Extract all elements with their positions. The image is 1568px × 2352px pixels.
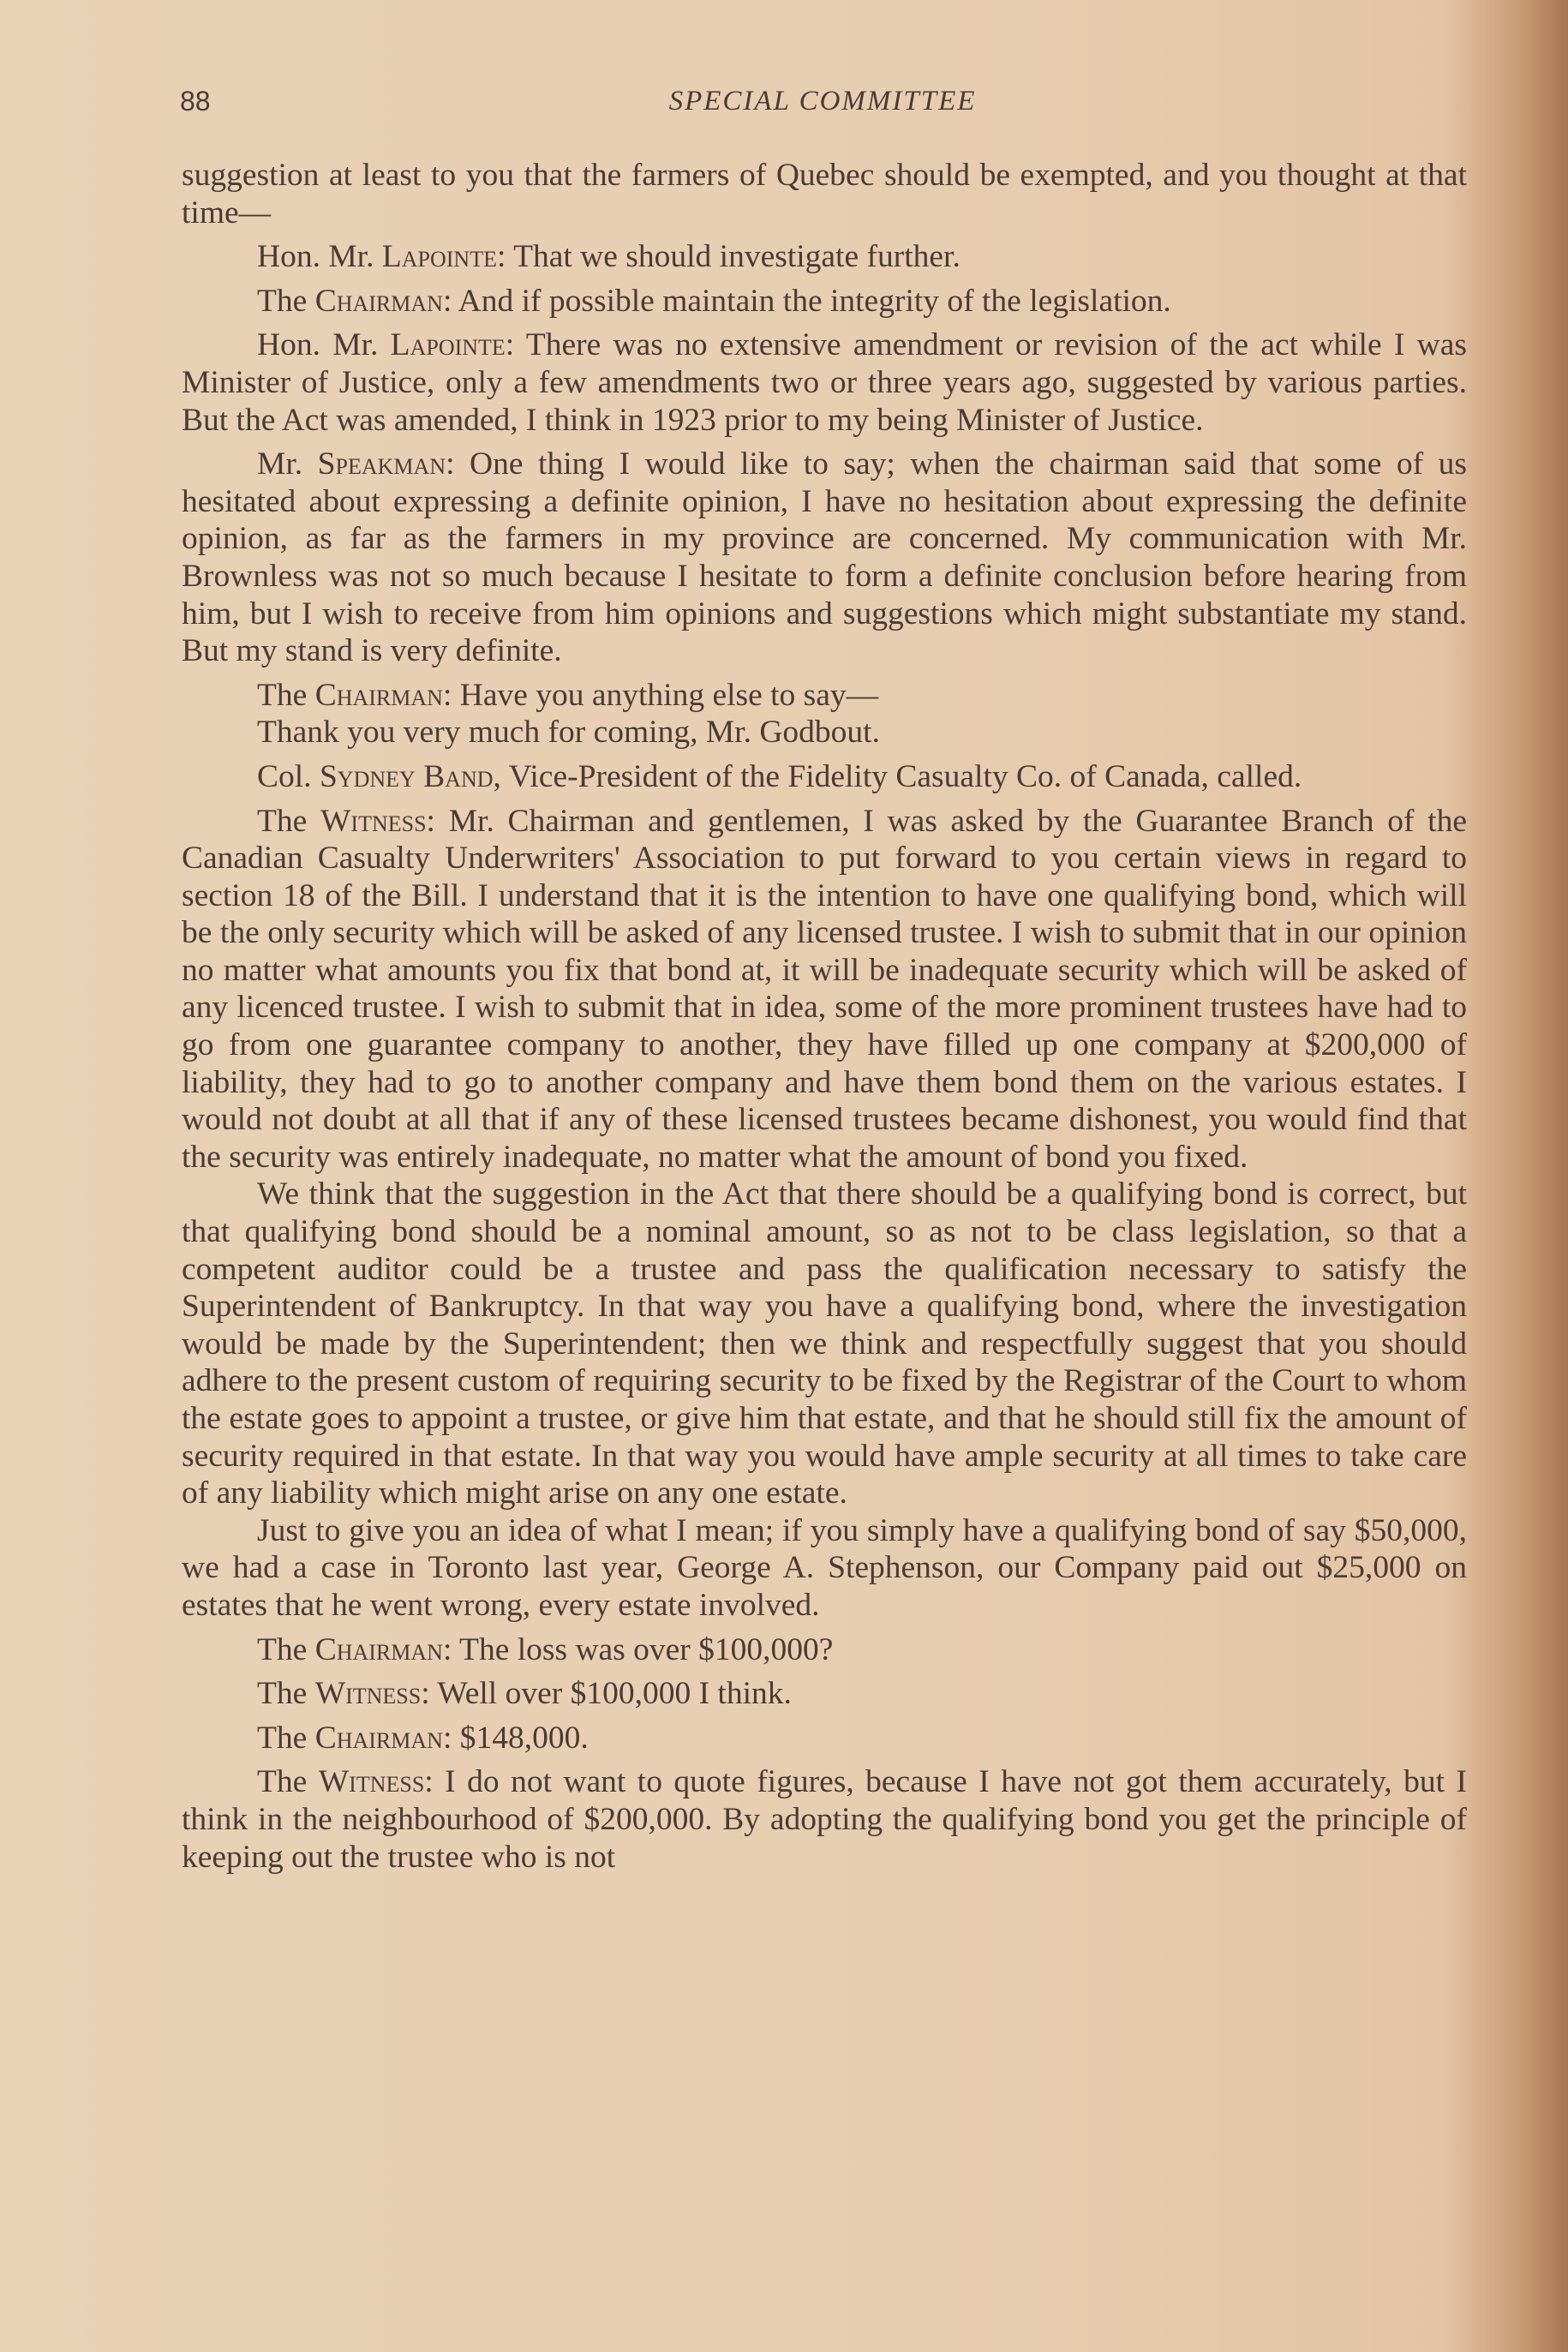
paragraph-11: Just to give you an idea of what I mean; if you simply have a qualifying bond of say $50,000, we had a case in Toronto last year, George A. Stephenson, our Company paid out $25,000 on estates that he went wrong, every estate involved. xyxy=(182,1512,1467,1623)
speaker-lapointe: Lapointe xyxy=(390,327,506,363)
speaker-chairman: Chairman xyxy=(314,1631,443,1667)
document-body xyxy=(182,157,1467,1876)
witness-first-name: Sydney xyxy=(319,758,416,794)
paragraph-15: The Witness: I do not want to quote figures, because I have not got them accurately, but I think in the neighbourhood of $200,000. By adopting the qualifying bond you get the principle of keeping out the trustee who is not xyxy=(182,1764,1467,1875)
witness-surname: Band xyxy=(423,758,494,794)
page-header xyxy=(180,86,1465,129)
paragraph-7: Thank you very much for coming, Mr. Godbout. xyxy=(257,715,880,751)
running-head: SPECIAL COMMITTEE xyxy=(668,86,977,117)
paragraph-5: Mr. Speakman: One thing I would like to say; when the chairman said that some of us hesitated about expressing a definite opinion, I have no hesitation about expressing the definite opinion, as far as the farmers in my province are concerned. My communication with Mr. Brownless was not so much because I hesitate to form a definite conclusion before hearing from him, but I wish to receive from him opinions and suggestions which might substantiate my stand. But my stand is very definite. xyxy=(182,446,1467,669)
speaker-speakman: Speakman xyxy=(317,446,446,482)
speaker-witness: Witness xyxy=(318,1764,425,1800)
speaker-lapointe: Lapointe xyxy=(381,239,497,275)
paragraph-2: Hon. Mr. Lapointe: That we should investigate further. xyxy=(257,239,961,275)
speaker-chairman: Chairman xyxy=(314,677,443,713)
speaker-witness: Witness xyxy=(314,1676,422,1712)
paragraph-1: suggestion at least to you that the farmers of Quebec should be exempted, and you thought at that time— xyxy=(182,158,1467,230)
paragraph-13: The Witness: Well over $100,000 I think. xyxy=(257,1676,792,1712)
paragraph-6: The Chairman: Have you anything else to say— xyxy=(257,677,879,713)
paragraph-4: Hon. Mr. Lapointe: There was no extensive amendment or revision of the act while I was Minister of Justice, only a few amendments two or three years ago, suggested by various parties. But the Act was amended, I think in 1923 prior to my being Minister of Justice. xyxy=(182,327,1467,438)
paragraph-12: The Chairman: The loss was over $100,000? xyxy=(257,1631,834,1667)
speaker-chairman: Chairman xyxy=(314,283,443,319)
paragraph-3: The Chairman: And if possible maintain the integrity of the legislation. xyxy=(257,283,1171,319)
speaker-chairman: Chairman xyxy=(314,1720,443,1756)
paragraph-14: The Chairman: $148,000. xyxy=(257,1720,589,1756)
speaker-witness: Witness xyxy=(320,803,427,839)
paragraph-8: Col. Sydney Band, Vice-President of the Fidelity Casualty Co. of Canada, called. xyxy=(257,758,1302,794)
paragraph-10: We think that the suggestion in the Act that there should be a qualifying bond is correct, but that qualifying bond should be a nominal amount, so as not to be class legislation, so that a competent auditor could be a trustee and pass the qualification necessary to satisfy the Superintendent of Bankruptcy. In that way you have a qualifying bond, where the investigation would be made by the Superintendent; then we think and respectfully suggest that you should adhere to the present custom of requiring security to be fixed by the Registrar of the Court to whom the estate goes to appoint a trustee, or give him that estate, and that he should still fix the amount of security required in that estate. In that way you would have ample security at all times to take care of any liability which might arise on any one estate. xyxy=(182,1176,1467,1511)
page-number: 88 xyxy=(180,86,211,117)
paragraph-9: The Witness: Mr. Chairman and gentlemen, I was asked by the Guarantee Branch of the Canadian Casualty Underwriters' Association to put forward to you certain views in regard to section 18 of the Bill. I understand that it is the intention to have one qualifying bond, which will be the only security which will be asked of any licensed trustee. I wish to submit that in our opinion no matter what amounts you fix that bond at, it will be inadequate security which will be asked of any licenced trustee. I wish to submit that in idea, some of the more prominent trustees have had to go from one guarantee company to another, they have filled up one company at $200,000 of liability, they had to go to another company and have them bond them on the various estates. I would not doubt at all that if any of these licensed trustees became dishonest, you would find that the security was entirely inadequate, no matter what the amount of bond you fixed. xyxy=(182,803,1467,1175)
